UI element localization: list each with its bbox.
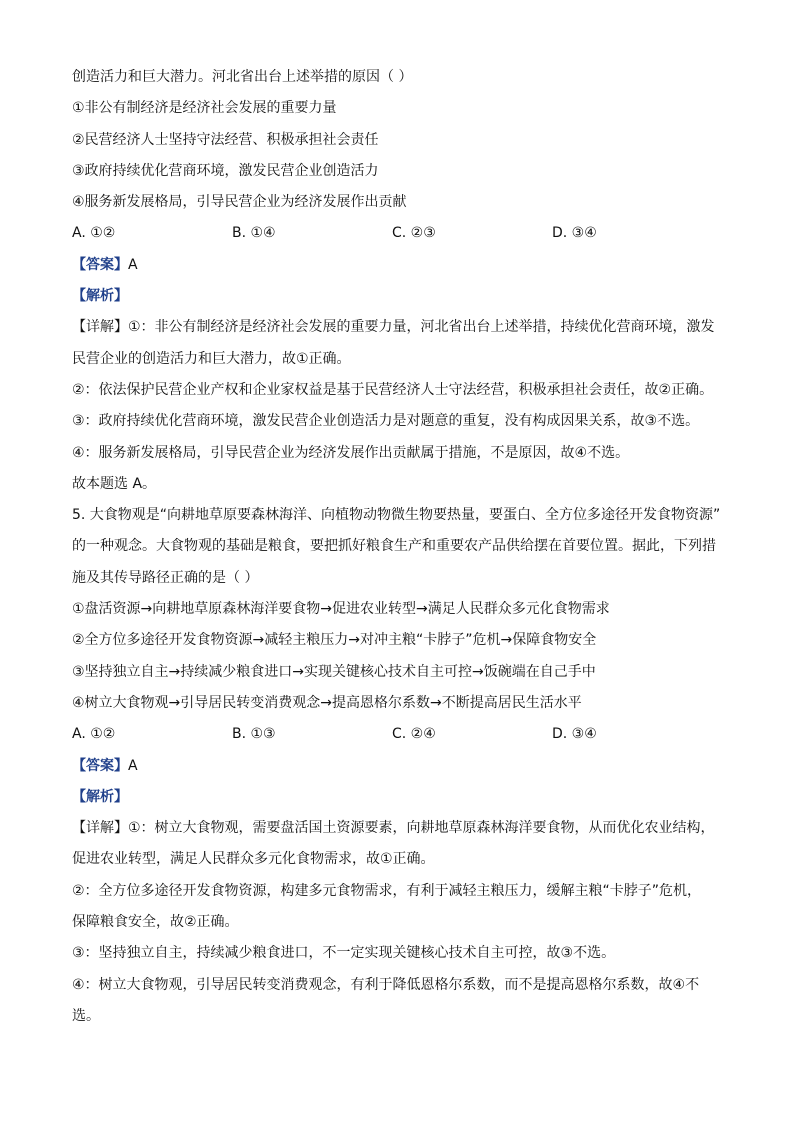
q4-detail-5: ④：服务新发展格局，引导民营企业为经济发展作出贡献属于措施，不是原因，故④不选。 — [72, 444, 630, 461]
q4-detail-3: ②：依法保护民营企业产权和企业家权益是基于民营经济人士守法经营，积极承担社会责任，故②正确。 — [72, 381, 714, 398]
q5-stem-2: 的一种观念。大食物观的基础是粮食，要把抓好粮食生产和重要农产品供给摆在首要位置。据此，下列措 — [72, 538, 716, 555]
q4-option-c: C. ②③ — [392, 225, 436, 242]
detail-tag: 【详解】 — [72, 820, 128, 837]
detail-tag: 【详解】 — [72, 319, 128, 336]
answer-tag: 【答案】 — [72, 256, 128, 273]
q5-option-a: A. ①② — [72, 726, 116, 743]
q4-detail-1 — [72, 312, 722, 343]
q5-answer — [72, 751, 722, 782]
q5-detail-6: ④：树立大食物观，引导居民转变消费观念，有利于降低恩格尔系数，而不是提高恩格尔系数，故④不 — [72, 976, 700, 993]
q5-analysis-heading — [72, 782, 722, 813]
q4-options — [72, 218, 722, 249]
q5-detail-1 — [72, 813, 722, 844]
q4-stem-end: 创造活力和巨大潜力。河北省出台上述举措的原因（ ） — [72, 69, 413, 85]
q5-stem-3: 施及其传导路径正确的是（ ） — [72, 569, 259, 586]
q5-item-3: ③坚持独立自主→持续减少粮食进口→实现关键核心技术自主可控→饭碗端在自己手中 — [72, 663, 596, 680]
detail-text: ①：非公有制经济是经济社会发展的重要力量，河北省出台上述举措，持续优化营商环境，激发 — [128, 319, 715, 336]
q5-item-1: ①盘活资源→向耕地草原森林海洋要食物→促进农业转型→满足人民群众多元化食物需求 — [72, 601, 610, 618]
q4-option-b: B. ①④ — [232, 225, 276, 242]
q5-item-4: ④树立大食物观→引导居民转变消费观念→提高恩格尔系数→不断提高居民生活水平 — [72, 694, 582, 711]
q5-detail-5: ③：坚持独立自主，持续减少粮食进口，不一定实现关键核心技术自主可控，故③不选。 — [72, 945, 616, 962]
q5-detail-7: 选。 — [72, 1007, 100, 1024]
q4-detail-4: ③：政府持续优化营商环境，激发民营企业创造活力是对题意的重复，没有构成因果关系，故③不选。 — [72, 413, 700, 430]
q5-option-d: D. ③④ — [552, 726, 597, 743]
q5-option-b: B. ①③ — [232, 726, 276, 743]
q4-item-1: ①非公有制经济是经济社会发展的重要力量 — [72, 100, 337, 117]
q4-option-a: A. ①② — [72, 225, 116, 242]
q4-item-4: ④服务新发展格局，引导民营企业为经济发展作出贡献 — [72, 194, 407, 211]
q5-item-2: ②全方位多途径开发食物资源→减轻主粮压力→对冲主粮“卡脖子”危机→保障食物安全 — [72, 632, 597, 649]
answer-tag: 【答案】 — [72, 757, 128, 774]
q4-detail-2: 民营企业的创造活力和巨大潜力，故①正确。 — [72, 350, 351, 367]
q5-stem-1: 5. 大食物观是“向耕地草原要森林海洋、向植物动物微生物要热量，要蛋白、全方位多途径开发食物资源” — [72, 507, 721, 524]
q4-item-2: ②民营经济人士坚持守法经营、积极承担社会责任 — [72, 131, 379, 148]
q4-option-d: D. ③④ — [552, 225, 597, 242]
answer-value: A — [128, 757, 138, 774]
q5-options — [72, 719, 722, 750]
detail-text: ①：树立大食物观，需要盘活国土资源要素，向耕地草原森林海洋要食物，从而优化农业结构， — [128, 820, 715, 837]
q5-detail-2: 促进农业转型，满足人民群众多元化食物需求，故①正确。 — [72, 851, 435, 868]
q5-option-c: C. ②④ — [392, 726, 436, 743]
q4-answer — [72, 250, 722, 281]
q5-detail-4: 保障粮食安全，故②正确。 — [72, 914, 239, 931]
answer-value: A — [128, 256, 138, 273]
analysis-tag: 【解析】 — [72, 288, 128, 305]
q4-item-3: ③政府持续优化营商环境，激发民营企业创造活力 — [72, 162, 379, 179]
q4-conclusion: 故本题选 A。 — [72, 475, 157, 492]
q4-analysis-heading — [72, 281, 722, 312]
q5-detail-3: ②：全方位多途径开发食物资源，构建多元食物需求，有利于减轻主粮压力，缓解主粮“卡脖子”危机， — [72, 882, 702, 899]
document-page — [72, 62, 722, 1032]
analysis-tag: 【解析】 — [72, 788, 128, 805]
